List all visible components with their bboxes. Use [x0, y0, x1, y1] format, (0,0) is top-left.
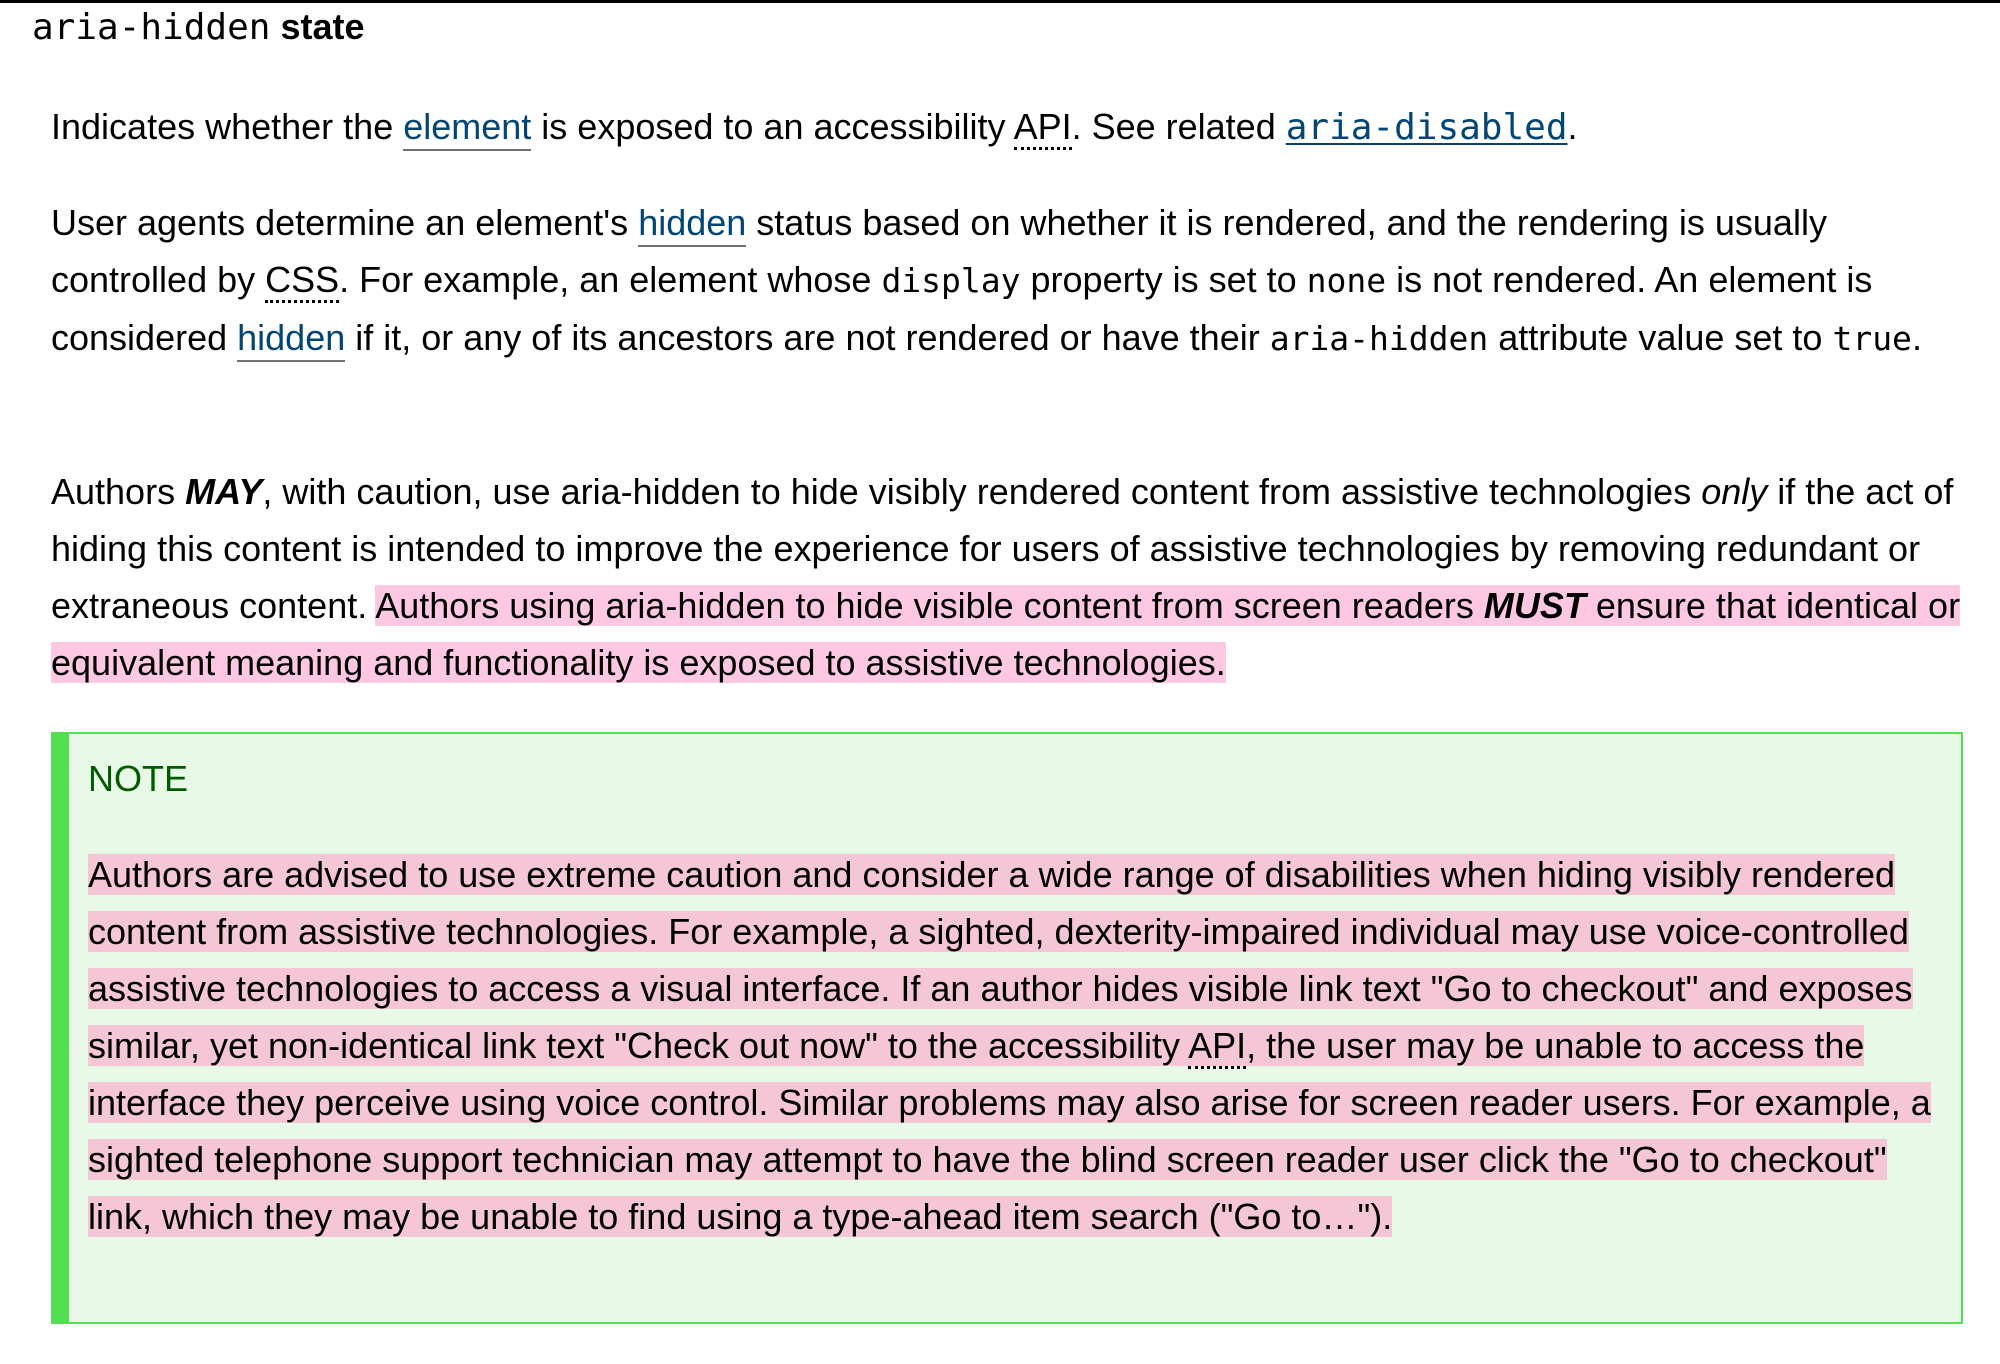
text: attribute value set to	[1488, 317, 1833, 358]
aria-hidden-code: aria-hidden	[1269, 319, 1489, 358]
text: .	[1911, 317, 1922, 358]
css-abbr: CSS	[265, 259, 339, 303]
may-keyword: MAY	[185, 471, 263, 512]
text: , with caution, use aria-hidden to hide visibly rendered content from assistive technologies	[262, 471, 1702, 512]
heading-code: aria-hidden	[32, 7, 271, 48]
element-link[interactable]: element	[403, 106, 531, 151]
must-keyword: MUST	[1483, 585, 1586, 626]
text: Authors	[51, 471, 186, 512]
definition-paragraph	[51, 98, 1971, 156]
text: status based on whether it is rendered, and the rendering is usually controlled by	[51, 202, 1827, 300]
text: , the user may be unable to access the interface they perceive using voice control. Similar problems may also arise for screen reader users. For example, a sighted telephone support technician may attempt to have the blind screen reader user click the "Go to checkout" link, which they may be unable to find using a type-ahead item search ("Go to…").	[88, 1025, 1931, 1237]
text: property is set to	[1020, 259, 1307, 300]
only-emphasis: only	[1701, 471, 1768, 512]
text: Indicates whether the	[51, 106, 404, 147]
api-abbr-note: API	[1188, 1025, 1246, 1069]
text: ensure that identical or equivalent meaning and functionality is exposed to assistive technologies.	[51, 585, 1961, 683]
aria-disabled-link[interactable]: aria-disabled	[1285, 107, 1568, 148]
note-highlighted-text	[88, 854, 1931, 1237]
hidden-link-2[interactable]: hidden	[237, 317, 345, 362]
display-code: display	[881, 261, 1021, 300]
true-code: true	[1832, 319, 1912, 358]
text: .	[1567, 106, 1578, 147]
text: is exposed to an accessibility	[531, 106, 1014, 147]
text: . See related	[1071, 106, 1286, 147]
text: . For example, an element whose	[339, 259, 882, 300]
text: Authors using aria-hidden to hide visible content from screen readers	[375, 585, 1484, 626]
section-heading	[32, 2, 364, 53]
note-title: NOTE	[88, 758, 189, 799]
text: if it, or any of its ancestors are not rendered or have their	[345, 317, 1270, 358]
text: Authors are advised to use extreme caution and consider a wide range of disabilities when hiding visibly rendered content from assistive technologies. For example, a sighted, dexterity-impaired individual may use voice-controlled assistive technologies to access a visual interface. If an author hides visible link text "Go to checkout" and exposes similar, yet non-identical link text "Check out now" to the accessibility	[88, 854, 1913, 1066]
authors-paragraph	[51, 463, 1971, 691]
heading-word: state	[280, 6, 365, 47]
rendering-paragraph	[51, 194, 1971, 367]
text: User agents determine an element's	[51, 202, 639, 243]
none-code: none	[1306, 261, 1387, 300]
hidden-link[interactable]: hidden	[638, 202, 746, 247]
text: if the act of hiding this content is intended to improve the experience for users of assistive technologies by removing redundant or extraneous content.	[51, 471, 1954, 626]
api-abbr: API	[1014, 106, 1072, 150]
text: is not rendered. An element is considered	[51, 259, 1873, 358]
note-body	[88, 846, 1958, 1245]
